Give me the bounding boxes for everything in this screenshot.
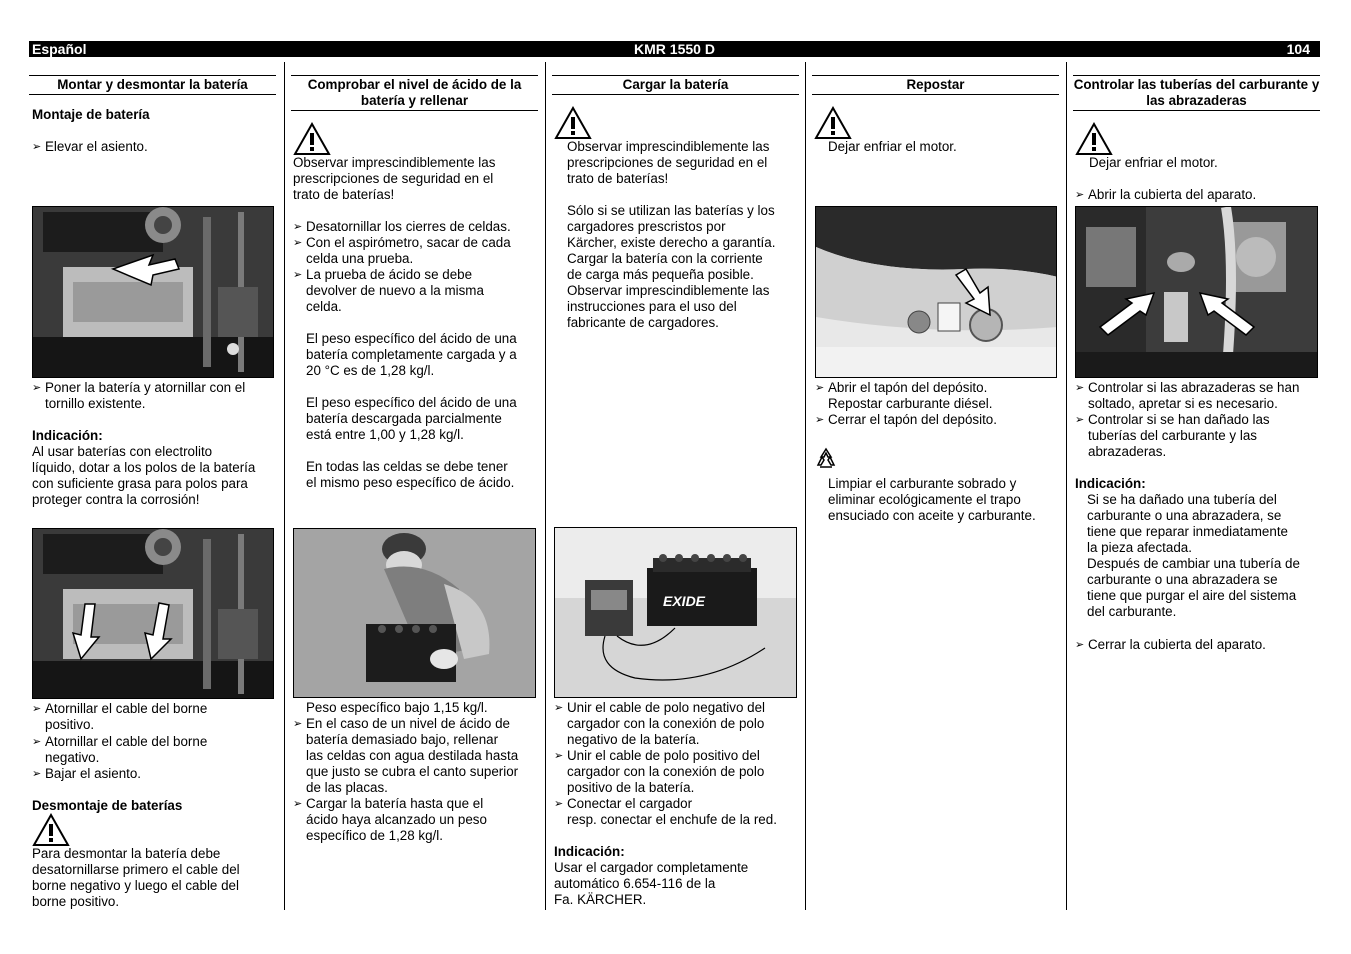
bullet-arrow-icon: ➢ (815, 414, 825, 426)
battery-terminals-photo (32, 528, 274, 699)
note-text: Usar el cargador completamente automático 6.654-116 de la Fa. KÄRCHER. (554, 860, 749, 907)
bullet-arrow-icon: ➢ (815, 382, 825, 394)
language-label: Español (32, 41, 87, 57)
bullet-arrow-icon: ➢ (32, 768, 42, 780)
warning-icon (554, 106, 592, 140)
bullet-arrow-icon: ➢ (293, 237, 303, 249)
battery-compartment-photo (32, 206, 274, 378)
bullet-arrow-icon: ➢ (32, 382, 42, 394)
recycling-icon (815, 447, 837, 469)
fuel-lines-photo (1075, 206, 1318, 378)
section-title-fuel-lines: Controlar las tuberías del carburante y las abrazaderas (1073, 75, 1320, 111)
column-divider (805, 62, 806, 910)
paragraph: Peso específico bajo 1,15 kg/l. (306, 700, 488, 715)
warning-icon (293, 122, 331, 156)
bullet-arrow-icon: ➢ (293, 221, 303, 233)
column-divider (1066, 62, 1067, 910)
bullet-arrow-icon: ➢ (1075, 382, 1085, 394)
note-text: Al usar baterías con electrolito líquido, dotar a los polos de la batería con suficiente grasa para polos para proteger contra la corrosión! (32, 444, 256, 507)
paragraph: Sólo si se utilizan las baterías y los cargadores prescristos por Kärcher, existe derecho a garantía. Cargar la batería con la corriente de carga más pequeña posible. Observar imprescindiblemente las instrucciones para el uso del fabricante de cargadores. (567, 203, 776, 330)
bullet-arrow-icon: ➢ (1075, 189, 1085, 201)
bullet-arrow-icon: ➢ (1075, 414, 1085, 426)
page-number: 104 (1286, 41, 1310, 57)
subtitle-battery-mount: Montaje de batería (32, 107, 150, 122)
bullet-arrow-icon: ➢ (32, 703, 42, 715)
bullet-arrow-icon: ➢ (554, 798, 564, 810)
warning-text: Observar imprescindiblemente las prescripciones de seguridad en el trato de baterías! (293, 155, 496, 202)
paragraph: En todas las celdas se debe tener el mismo peso específico de ácido. (306, 459, 515, 490)
header-bar (29, 41, 1320, 57)
note-label: Indicación: (32, 428, 103, 443)
bullet-arrow-icon: ➢ (32, 141, 42, 153)
warning-text: Dejar enfriar el motor. (1089, 155, 1218, 170)
column-divider (545, 62, 546, 910)
paragraph: El peso específico del ácido de una batería completamente cargada y a 20 °C es de 1,28 kg/l. (306, 331, 517, 378)
paragraph: El peso específico del ácido de una batería descargada parcialmente está entre 1,00 y 1,28 kg/l. (306, 395, 517, 442)
note-label: Indicación: (1075, 476, 1146, 491)
bullet-arrow-icon: ➢ (293, 269, 303, 281)
fuel-tank-photo (815, 206, 1057, 378)
warning-text: Observar imprescindiblemente las prescripciones de seguridad en el trato de baterías! (567, 139, 770, 186)
section-title-refuel: Repostar (812, 75, 1059, 95)
section-title-charge-battery: Cargar la batería (552, 75, 799, 95)
bullet-arrow-icon: ➢ (32, 736, 42, 748)
warning-icon (814, 106, 852, 140)
warning-icon (1075, 122, 1113, 156)
warning-text: Dejar enfriar el motor. (828, 139, 957, 154)
subtitle-battery-removal: Desmontaje de baterías (32, 798, 183, 813)
model-label: KMR 1550 D (634, 41, 715, 57)
column-divider (284, 62, 285, 910)
bullet-arrow-icon: ➢ (554, 702, 564, 714)
note-label: Indicación: (554, 844, 625, 859)
battery-charger-photo (554, 527, 797, 698)
warning-text: Para desmontar la batería debe desatornillarse primero el cable del borne negativo y luego el cable del borne positivo. (32, 846, 240, 909)
bullet-arrow-icon: ➢ (293, 798, 303, 810)
section-title-battery-mount: Montar y desmontar la batería (29, 75, 276, 95)
environment-note: Limpiar el carburante sobrado y eliminar ecológicamente el trapo ensuciado con aceite y carburante. (828, 476, 1036, 523)
section-title-acid-level: Comprobar el nivel de ácido de la batería y rellenar (291, 75, 538, 111)
battery-brand-text: EXIDE (663, 593, 706, 609)
note-text: Si se ha dañado una tubería del carburante o una abrazadera, se tiene que reparar inmediatamente la pieza afectada. Después de cambiar una tubería de carburante o una abrazadera se tiene que purgar el aire del sistema del carburante. (1087, 492, 1300, 619)
bullet-arrow-icon: ➢ (293, 718, 303, 730)
warning-icon (32, 813, 70, 847)
bullet-arrow-icon: ➢ (1075, 639, 1085, 651)
acid-testing-photo (293, 528, 536, 698)
bullet-arrow-icon: ➢ (554, 750, 564, 762)
